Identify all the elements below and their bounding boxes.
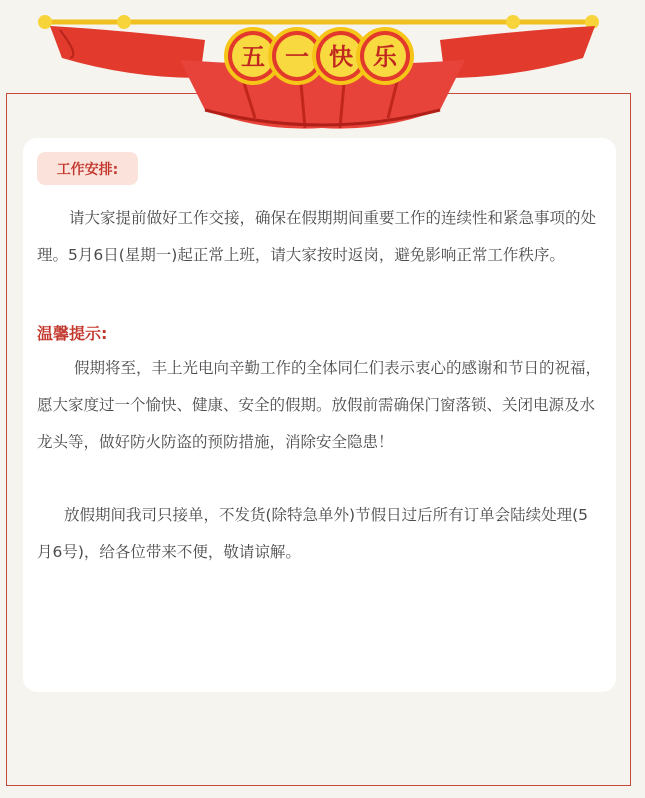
banner-char-3: 快 <box>329 43 353 71</box>
rod-knob-left-inner <box>117 15 131 29</box>
banner-char-1: 五 <box>241 43 265 71</box>
festival-banner <box>0 0 645 140</box>
banner-char-4: 乐 <box>373 43 397 71</box>
banner-char-2: 一 <box>285 43 309 71</box>
drape-right <box>440 26 595 78</box>
rod-knob-right-inner <box>506 15 520 29</box>
rod-knob-left <box>38 15 52 29</box>
warm-tip-heading: 温馨提示: <box>37 324 108 343</box>
work-arrangement-text: 请大家提前做好工作交接，确保在假期期间重要工作的连续性和紧急事项的处理。5月6日(星期一)起正常上班，请大家按时返岗，避免影响正常工作秩序。 <box>37 209 597 264</box>
warm-tip-text: 假期将至，丰上光电向辛勤工作的全体同仁们表示衷心的感谢和节日的祝福，愿大家度过一个愉快、健康、安全的假期。放假前需确保门窗落锁、关闭电源及水龙头等，做好防火防盗的预防措施，消除安全隐患！ <box>37 359 602 451</box>
order-notice-text: 放假期间我司只接单，不发货(除特急单外)节假日过后所有订单会陆续处理(5月6号)，给各位带来不便，敬请谅解。 <box>37 506 589 561</box>
banner-coin-4 <box>358 29 412 83</box>
work-arrangement-tag: 工作安排: <box>37 152 138 185</box>
